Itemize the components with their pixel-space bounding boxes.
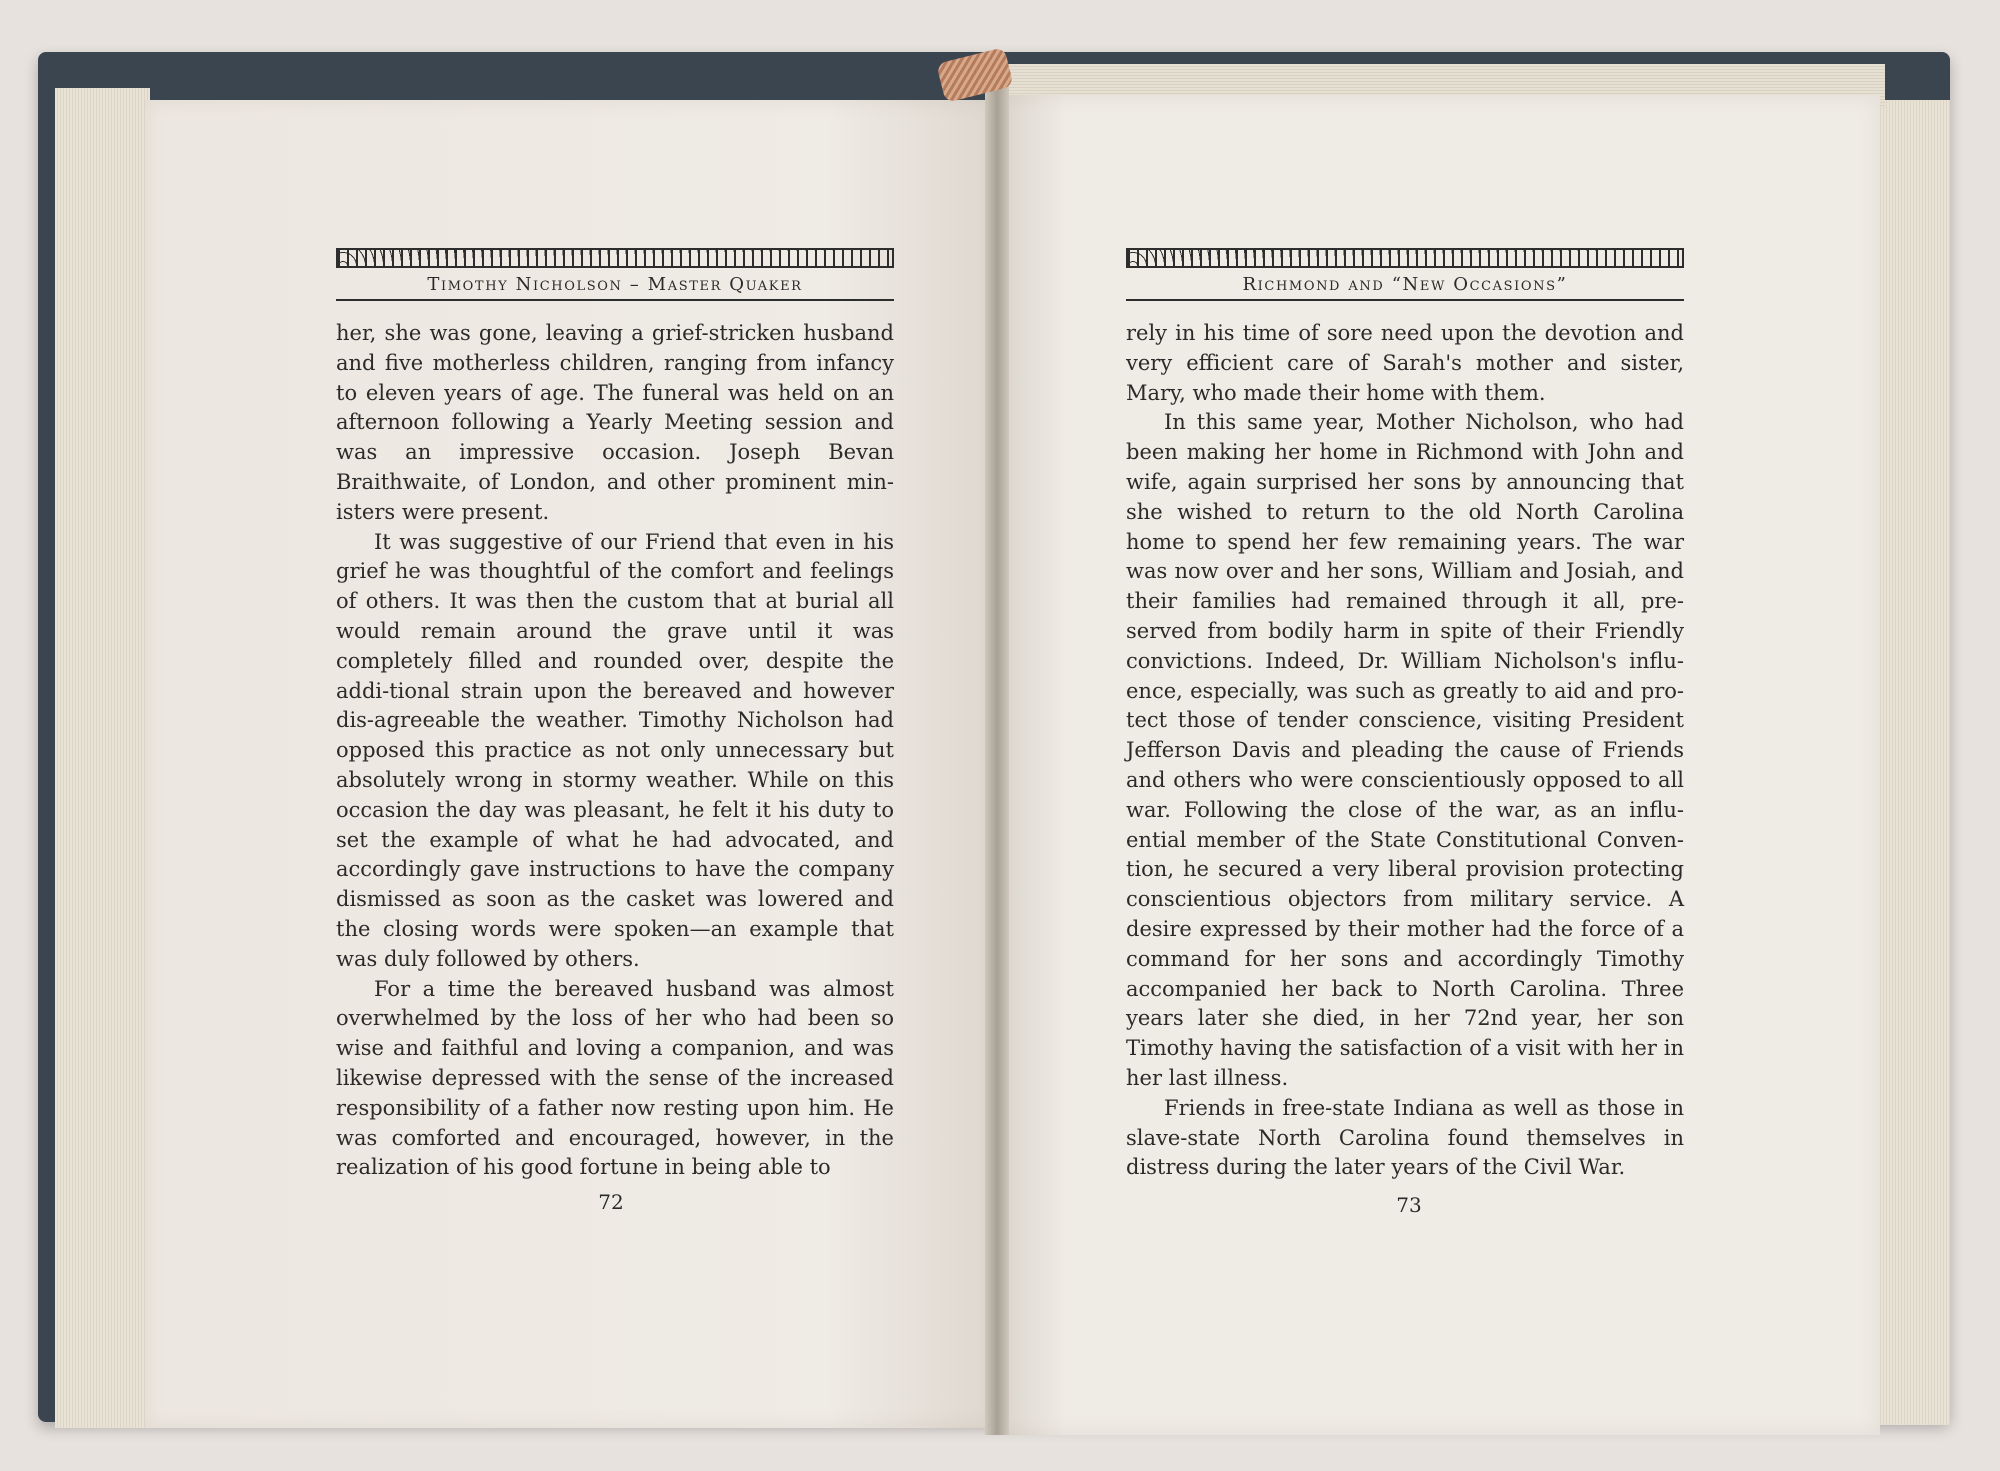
- paragraph: Friends in free-state Indiana as well as those in slave-state North Carolina found themselves in distress during the later years of the Civil War.: [1126, 1095, 1684, 1180]
- paragraph: It was suggestive of our Friend that even in his grief he was thoughtful of the comfort and feelings of others. It was then the custom that at burial all would remain around the grave until it was completely filled and rounded over, despite the addi-tional strain upon the bereaved and however dis-agreeable the weather. Timothy Nicholson had opposed this practice as not only unnecessary but absolutely wrong in stormy weather. While on this occasion the day was pleasant, he felt it his duty to set the example of what he had advocated, and accordingly gave instructions to have the company dismissed as soon as the casket was lowered and the closing words were spoken—an example that was duly followed by others.: [336, 529, 894, 971]
- page-number: 73: [1396, 1193, 1422, 1217]
- left-page-column: [336, 248, 894, 1183]
- decorative-border: [1126, 248, 1684, 268]
- decorative-border: [336, 248, 894, 268]
- page-number: 72: [598, 1190, 624, 1214]
- paragraph: In this same year, Mother Nicholson, who had been making her home in Richmond with John and wife, again surprised her sons by announcing that she wished to return to the old North Carolina home to spend her few remaining years. The war was now over and her sons, William and Josiah, and their families had remained through it all, pre-served from bodily harm in spite of their Friendly convictions. Indeed, Dr. William Nicholson's influ-ence, especially, was such as greatly to aid and pro-tect those of tender conscience, visiting President Jefferson Davis and pleading the cause of Friends and others who were conscientiously opposed to all war. Following the close of the war, as an influ-ential member of the State Constitutional Conven-tion, he secured a very liberal provision protecting conscientious objectors from military service. A desire expressed by their mother had the force of a command for her sons and accordingly Timothy accompanied her back to North Carolina. Three years later she died, in her 72nd year, her son Timothy having the satisfaction of a visit with her in her last illness.: [1126, 410, 1684, 1090]
- paragraph: her, she was gone, leaving a grief-stricken husband and five motherless children, ranging from infancy to eleven years of age. The funeral was held on an afternoon following a Yearly Meeting session and was an impressive occasion. Joseph Bevan Braithwaite, of London, and other prominent min-isters were present.: [336, 321, 894, 524]
- page-edges-left: [55, 88, 150, 1428]
- page-edges-right: [1875, 100, 1950, 1425]
- running-head: Timothy Nicholson – Master Quaker: [336, 268, 894, 301]
- running-head: Richmond and “New Occasions”: [1126, 268, 1684, 301]
- body-text: [336, 319, 894, 1183]
- body-text: [1126, 319, 1684, 1183]
- right-page-column: [1126, 248, 1684, 1183]
- paragraph: rely in his time of sore need upon the devotion and very efficient care of Sarah's mother and sister, Mary, who made their home with them.: [1126, 321, 1684, 405]
- paragraph: For a time the bereaved husband was almost overwhelmed by the loss of her who had been so wise and faithful and loving a companion, and was likewise depressed with the sense of the increased responsibility of a father now resting upon him. He was comforted and encouraged, however, in the realization of his good fortune in being able to: [336, 976, 894, 1180]
- book-gutter: [985, 80, 1009, 1435]
